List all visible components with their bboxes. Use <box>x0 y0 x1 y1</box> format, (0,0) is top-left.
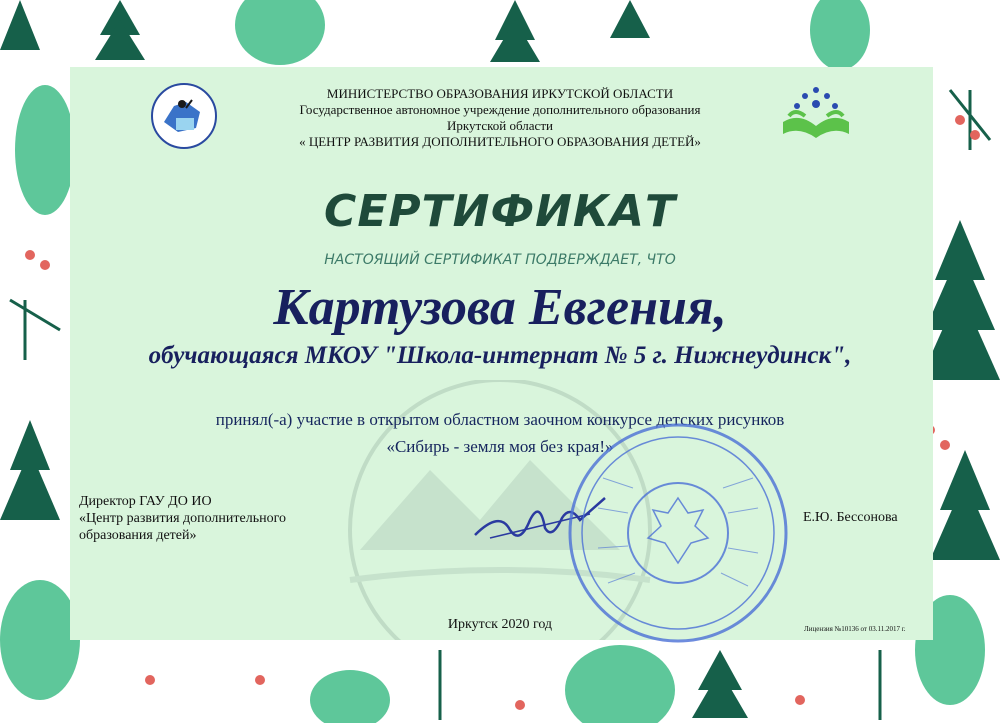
recipient-name: Картузова Евгения, <box>273 279 727 336</box>
contest-name: «Сибирь - земля моя без края!» <box>386 437 614 456</box>
city-year: Иркутск 2020 год <box>447 617 553 632</box>
director-org-line2: образования детей» <box>79 528 197 543</box>
official-stamp-icon <box>563 418 793 648</box>
region-name: Иркутской области <box>447 118 553 133</box>
ministry-name: МИНИСТЕРСТВО ОБРАЗОВАНИЯ ИРКУТСКОЙ ОБЛАСТИ <box>326 86 674 101</box>
recipient-school: обучающаяся МКОУ "Школа-интернат № 5 г. Нижнеудинск", <box>148 342 852 369</box>
director-title: Директор ГАУ ДО ИО <box>79 494 212 509</box>
certificate-subtitle: НАСТОЯЩИЙ СЕРТИФИКАТ ПОДВЕРЖДАЕТ, ЧТО <box>324 252 676 268</box>
institution-name: Государственное автономное учреждение дополнительного образования <box>299 102 701 117</box>
participation-text: принял(-а) участие в открытом областном заочном конкурсе детских рисунков <box>215 410 785 429</box>
director-org-line1: «Центр развития дополнительного <box>79 511 286 526</box>
certificate-title: СЕРТИФИКАТ <box>324 186 676 237</box>
director-name: Е.Ю. Бессонова <box>803 510 898 525</box>
center-name: « ЦЕНТР РАЗВИТИЯ ДОПОЛНИТЕЛЬНОГО ОБРАЗОВАНИЯ ДЕТЕЙ» <box>299 134 701 149</box>
license-number: Лицензия №10136 от 03.11.2017 г. <box>804 625 906 633</box>
